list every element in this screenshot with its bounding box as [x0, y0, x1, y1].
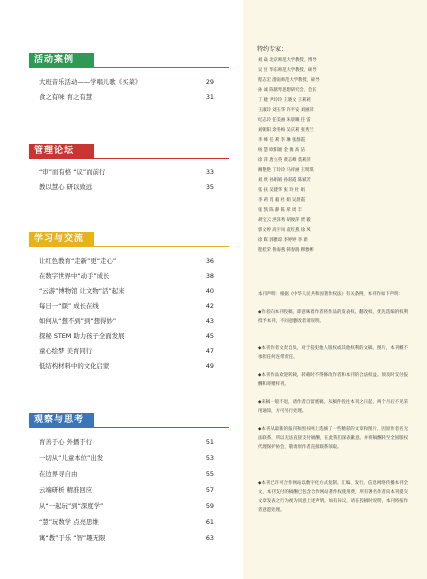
notice-item: ◆本刊已许可合作网站以数字化方式复制、汇编、发行、信息网络传播本刊全文，本刊支付的稿酬已包含合作网站著作权使用费，所有署名作者向本刊提交文章发表之行为视为同意上述声明。如有异议，请在投稿时说明，本刊将按作者意愿处理。: [258, 481, 408, 513]
toc-item-title: 如何从“想不到”到“想得妙”: [39, 317, 117, 325]
toc-item-page: 42: [205, 302, 214, 310]
toc-item-title: 让红色教育“走新”更“走心”: [39, 257, 117, 265]
toc-item-page: 35: [205, 183, 214, 191]
expert-row: 程志宏 渤南师范大学教授、硕导: [258, 78, 320, 83]
toc-item-title: 低结构材料中的文化启蒙: [39, 362, 110, 370]
notice-item: ◆本刊作品欢迎转载，转载时不得修改作者和本刊的合法权益。须及时支付报酬和寄赠样刊。: [258, 373, 408, 387]
toc-item[interactable]: [39, 167, 214, 178]
toc-item[interactable]: [39, 182, 214, 193]
expert-row: 郭文婷 高宇凤 袁红燕 徐 凤: [258, 228, 311, 233]
notice-item: ◆本刊从最新的报刊和图书网上选摘了一些精彩的文章和图片，因原作者名无法联系，所以无法直接支付稿酬，在此我们深表歉意。并将稿酬转至全国版权代理保护协会，敬请原作者直接联系领取。: [258, 427, 408, 450]
section-title: 观察与思考: [29, 413, 94, 427]
toc-item-title: 食之有味 育之有慧: [39, 93, 93, 101]
toc-item-page: 38: [205, 272, 214, 280]
toc-item[interactable]: [39, 286, 214, 297]
toc-item-title: 育善于心 外播于行: [39, 438, 93, 446]
toc-item[interactable]: [39, 346, 214, 357]
toc-item-page: 53: [205, 454, 214, 462]
toc-item[interactable]: [39, 331, 214, 342]
section-header-xuexi: [29, 232, 229, 246]
toc-item-title: 一切从“儿童本位”出发: [39, 454, 104, 462]
toc-item-page: 51: [205, 438, 214, 446]
toc-item-page: 61: [205, 518, 214, 526]
expert-row: 杨 慧 欧阳媛 金 俊 高 洁: [258, 148, 305, 153]
copyright-notice: 本刊声明：根据《中华人民共和国著作权法》有关条例，本刊作如下声明：: [258, 292, 403, 297]
toc-item-title: “云游”博物馆 让文物“活”起来: [39, 287, 125, 295]
toc-item[interactable]: [39, 92, 214, 103]
toc-item[interactable]: [39, 501, 214, 512]
toc-item-title: 大班音乐活动——学唱儿歌《买菜》: [39, 78, 142, 86]
section-title: 管理论坛: [29, 144, 94, 158]
experts-title: 特约专家：: [257, 46, 288, 53]
toc-item-page: 31: [205, 93, 214, 101]
expert-row: 丁 婕 尹玲玲 王晓文 王莉莉: [258, 98, 311, 103]
toc-item-page: 59: [205, 502, 214, 510]
section-divider: [29, 158, 229, 159]
toc-item-page: 63: [205, 534, 214, 542]
toc-item[interactable]: [39, 361, 214, 372]
expert-row: 刘 欣 孙娟娟 孙彩霞 陈斌芳: [258, 178, 311, 183]
expert-row: 李 莉 肖 毅 杜 娟 吴晨霞: [258, 198, 305, 203]
toc-item-title: “审”而有格 “议”而前行: [39, 168, 106, 176]
expert-row: 徐 萍 唐立英 黄志峰 莫莉萍: [258, 158, 311, 163]
toc-item-page: 57: [205, 486, 214, 494]
expert-row: 程桂荣 鲁海燕 韩春鹃 穆雅彬: [258, 248, 314, 253]
toc-item-page: 43: [205, 317, 214, 325]
toc-item-title: 教以慧心 研以致远: [39, 183, 93, 191]
section-title: 学习与交流: [29, 232, 94, 246]
expert-row: 徐 晖 郭雅琼 李婷婷 李 新: [258, 238, 308, 243]
expert-row: 吴 甘 华东师范大学教授、硕导: [258, 68, 317, 73]
toc-item[interactable]: [39, 256, 214, 267]
expert-row: 胡宝云 洪泽秀 胡俊萍 贾 毅: [258, 218, 311, 223]
expert-row: 刘朝阳 余冬梅 吴庆莉 张秀兰: [258, 128, 314, 133]
toc-item-title: 寓“教”于乐 “智”趣无限: [39, 534, 106, 542]
toc-item[interactable]: [39, 77, 214, 88]
toc-item-title: 探秘 STEM 助力孩子全面发展: [39, 332, 125, 340]
toc-item-page: 33: [205, 168, 214, 176]
toc-item[interactable]: [39, 316, 214, 327]
expert-row: 孙 诚 陈鹤琴思想研究会、会长: [258, 88, 317, 93]
notice-item: ◆来稿一般不退，请作者自留底稿，从稿件投往本刊之日起，两个月后不见采用通知，方可另行处理。: [258, 400, 408, 414]
toc-item-page: 55: [205, 470, 214, 478]
toc-item-title: 在数字世界中“动手”成长: [39, 272, 110, 280]
toc-item[interactable]: [39, 517, 214, 528]
expert-row: 阚艳艳 丁玲玲 马祥丽 王明琪: [258, 168, 314, 173]
expert-row: 王淑玲 刘玉华 许平安 刘丽萍: [258, 108, 314, 113]
toc-item[interactable]: [39, 485, 214, 496]
notice-item: ◆本刊作者文责自负，对于侵犯他人版权或其他权利的文稿、图片，本刊概不承担任何连带责任。: [258, 346, 408, 360]
toc-item[interactable]: [39, 453, 214, 464]
toc-item-title: 童心绘梦 美育同行: [39, 347, 93, 355]
section-header-luntan: [29, 144, 229, 158]
section-divider: [29, 427, 229, 428]
toc-item-title: “慧”玩数学 点亮思维: [39, 518, 99, 526]
expert-row: 纪志玲 任美丽 朱晨曦 任 雷: [258, 118, 311, 123]
section-divider: [29, 246, 229, 247]
toc-item-title: 每日一“颜” 成长在线: [39, 302, 99, 310]
toc-item-title: 在边界寻自由: [39, 470, 78, 478]
toc-item-title: 云端研析 精准回应: [39, 486, 93, 494]
section-title: 活动案例: [29, 53, 94, 67]
expert-row: 李 峰 任 莉 李 琳 张群霞: [258, 138, 305, 143]
expert-row: 张 扶 吴建华 张 玲 杜 娟: [258, 188, 305, 193]
toc-item[interactable]: [39, 271, 214, 282]
section-divider: [29, 67, 229, 68]
toc-item-page: 47: [205, 347, 214, 355]
expert-row: 刘 焱 北京师范大学教授、博导: [258, 58, 317, 63]
notice-item: ◆作者向本刊投稿，即意味着作者将作品的发表权、翻改权、优先选编的权利授予本刊，不同意删改者请说明。: [258, 310, 408, 324]
toc-item[interactable]: [39, 533, 214, 544]
toc-item-page: 45: [205, 332, 214, 340]
toc-item-page: 36: [205, 257, 214, 265]
toc-item-page: 49: [205, 362, 214, 370]
toc-item[interactable]: [39, 469, 214, 480]
section-header-anli: [29, 53, 229, 67]
toc-item[interactable]: [39, 437, 214, 448]
toc-item-page: 40: [205, 287, 214, 295]
toc-item-page: 29: [205, 78, 214, 86]
toc-item[interactable]: [39, 301, 214, 312]
toc-item-title: 从“一起玩”到“深度学”: [39, 502, 104, 510]
expert-row: 张 凯 陈 静 陈 彤 周 丰: [258, 208, 302, 213]
section-header-guancha: [29, 413, 229, 427]
